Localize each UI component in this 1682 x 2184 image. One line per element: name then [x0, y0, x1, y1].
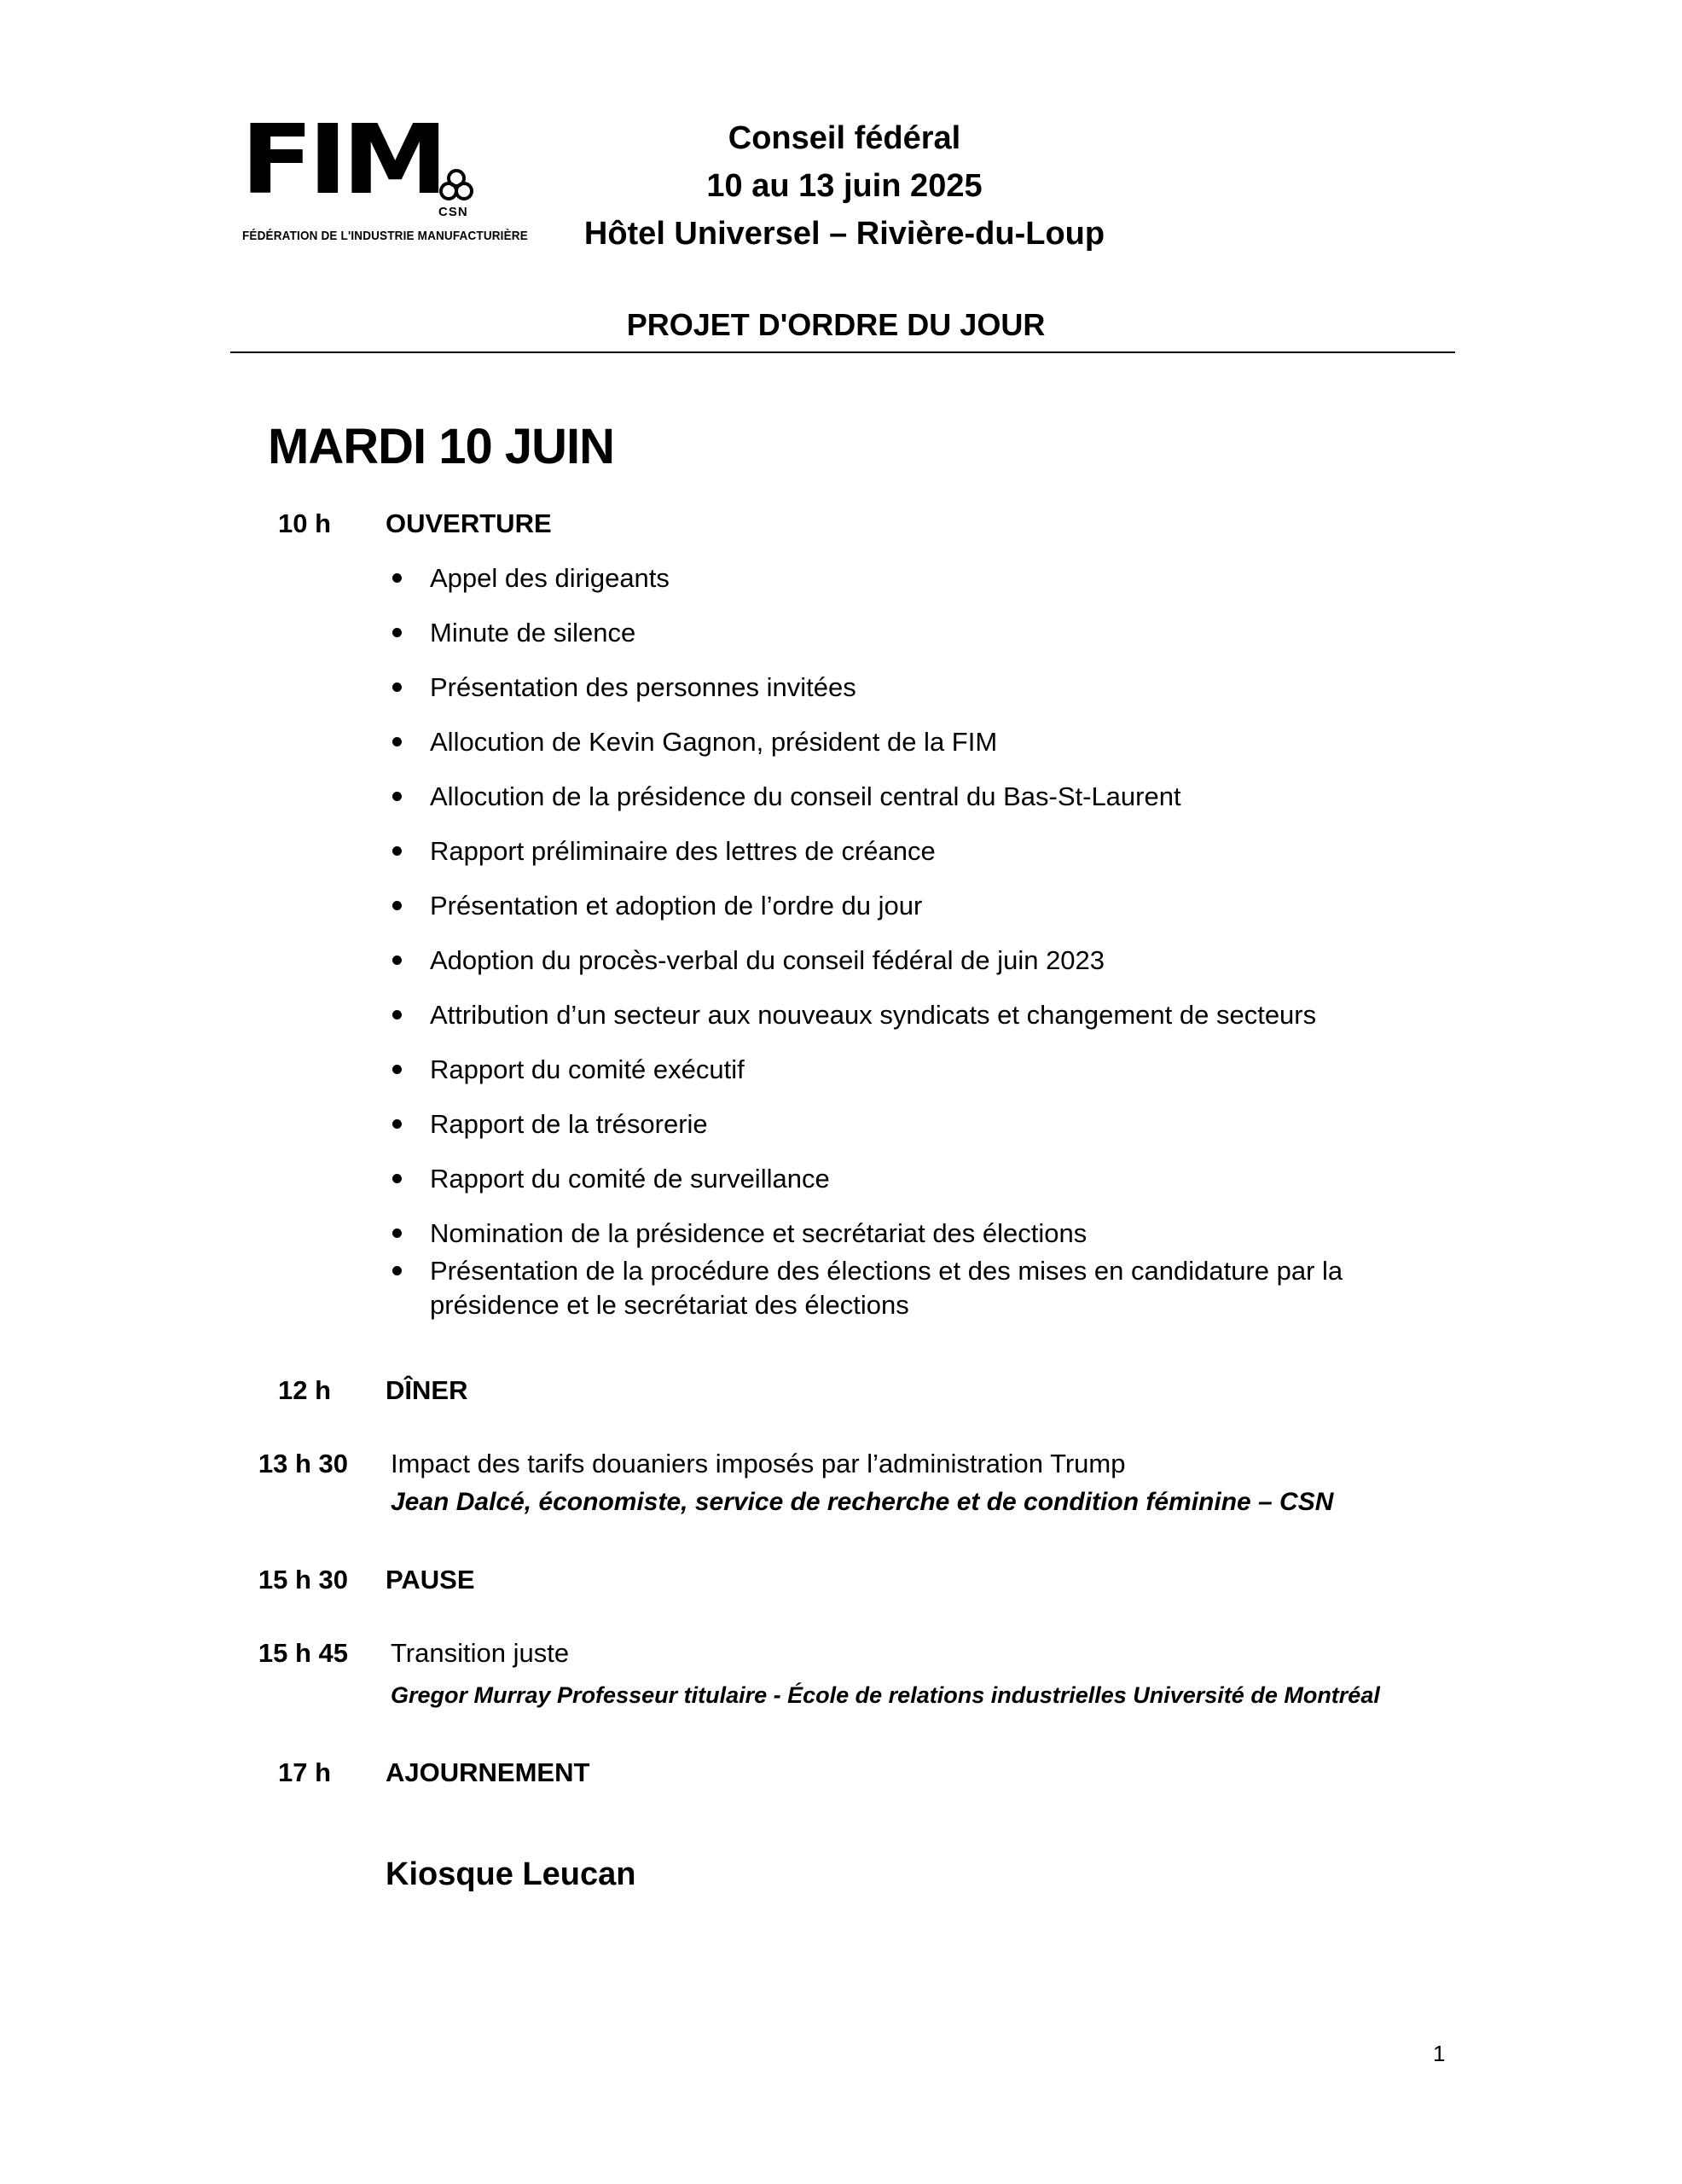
list-item: Rapport préliminaire des lettres de créance [389, 834, 1455, 868]
list-item: Rapport du comité exécutif [389, 1053, 1455, 1087]
event-header [495, 114, 1194, 258]
slot-title-adjourn: AJOURNEMENT [386, 1757, 590, 1787]
list-item: Attribution d’un secteur aux nouveaux syndicats et changement de secteurs [389, 998, 1455, 1032]
list-item: Adoption du procès-verbal du conseil fédéral de juin 2023 [389, 944, 1455, 978]
document-title: PROJET D'ORDRE DU JOUR [626, 307, 1046, 342]
bullet-icon [392, 1065, 402, 1074]
bullet-icon [392, 737, 402, 746]
bullet-icon [392, 628, 402, 637]
opening-items-list [389, 561, 1455, 1343]
list-item: Appel des dirigeants [389, 561, 1455, 595]
bullet-icon [392, 1228, 402, 1238]
list-item: Nomination de la présidence et secrétariat des élections [389, 1217, 1455, 1251]
list-item: Allocution de Kevin Gagnon, président de la FIM [389, 725, 1455, 759]
slot-title-opening: OUVERTURE [386, 508, 552, 538]
bullet-icon [392, 1119, 402, 1129]
list-item: Rapport du comité de surveillance [389, 1162, 1455, 1196]
list-item: Présentation et adoption de l’ordre du jour [389, 889, 1455, 923]
bullet-icon [392, 573, 402, 583]
event-dates: 10 au 13 juin 2025 [706, 168, 983, 204]
slot-time-transition: 15 h 45 [258, 1638, 348, 1668]
bullet-icon [392, 846, 402, 856]
slot-title-break: PAUSE [386, 1565, 475, 1594]
list-item: Présentation de la procédure des élections et des mises en candidature par la présidence et le secrétariat des élections [389, 1254, 1455, 1322]
slot-time-break: 15 h 30 [258, 1565, 348, 1594]
slot-time-tariffs: 13 h 30 [258, 1449, 348, 1478]
slot-text-tariffs: Impact des tarifs douaniers imposés par l’administration Trump [391, 1449, 1126, 1478]
fim-logo [241, 105, 528, 247]
event-location: Hôtel Universel – Rivière-du-Loup [583, 216, 1105, 252]
list-item: Présentation des personnes invitées [389, 671, 1455, 705]
slot-time-opening: 10 h [277, 508, 331, 538]
bullet-icon [392, 1010, 402, 1019]
bullet-icon [392, 1174, 402, 1183]
slot-time-lunch: 12 h [277, 1375, 331, 1405]
page-number: 1 [1433, 2041, 1446, 2066]
day-heading: MARDI 10 JUIN [268, 419, 614, 474]
bullet-icon [392, 956, 402, 965]
bullet-icon [392, 792, 402, 801]
header-divider [230, 351, 1455, 353]
slot-title-lunch: DÎNER [386, 1375, 468, 1405]
kiosque-heading: Kiosque Leucan [386, 1856, 636, 1892]
slot-time-adjourn: 17 h [277, 1757, 331, 1787]
list-item: Minute de silence [389, 616, 1455, 650]
slot-speaker-transition: Gregor Murray Professeur titulaire - École de relations industrielles Université de Montréal [391, 1682, 1380, 1708]
bullet-icon [392, 1266, 402, 1275]
list-item: Allocution de la présidence du conseil central du Bas-St-Laurent [389, 780, 1455, 814]
bullet-icon [392, 901, 402, 910]
logo-csn-label: CSN [438, 205, 468, 219]
list-item: Rapport de la trésorerie [389, 1107, 1455, 1141]
slot-speaker-tariffs: Jean Dalcé, économiste, service de recherche et de condition féminine – CSN [391, 1488, 1334, 1516]
logo-wordmark: FIM [241, 105, 444, 216]
logo-subtitle: FÉDÉRATION DE L'INDUSTRIE MANUFACTURIÈRE [242, 229, 528, 243]
bullet-icon [392, 682, 402, 692]
csn-emblem-icon [438, 167, 474, 203]
event-title: Conseil fédéral [728, 120, 961, 156]
slot-text-transition: Transition juste [391, 1638, 570, 1668]
